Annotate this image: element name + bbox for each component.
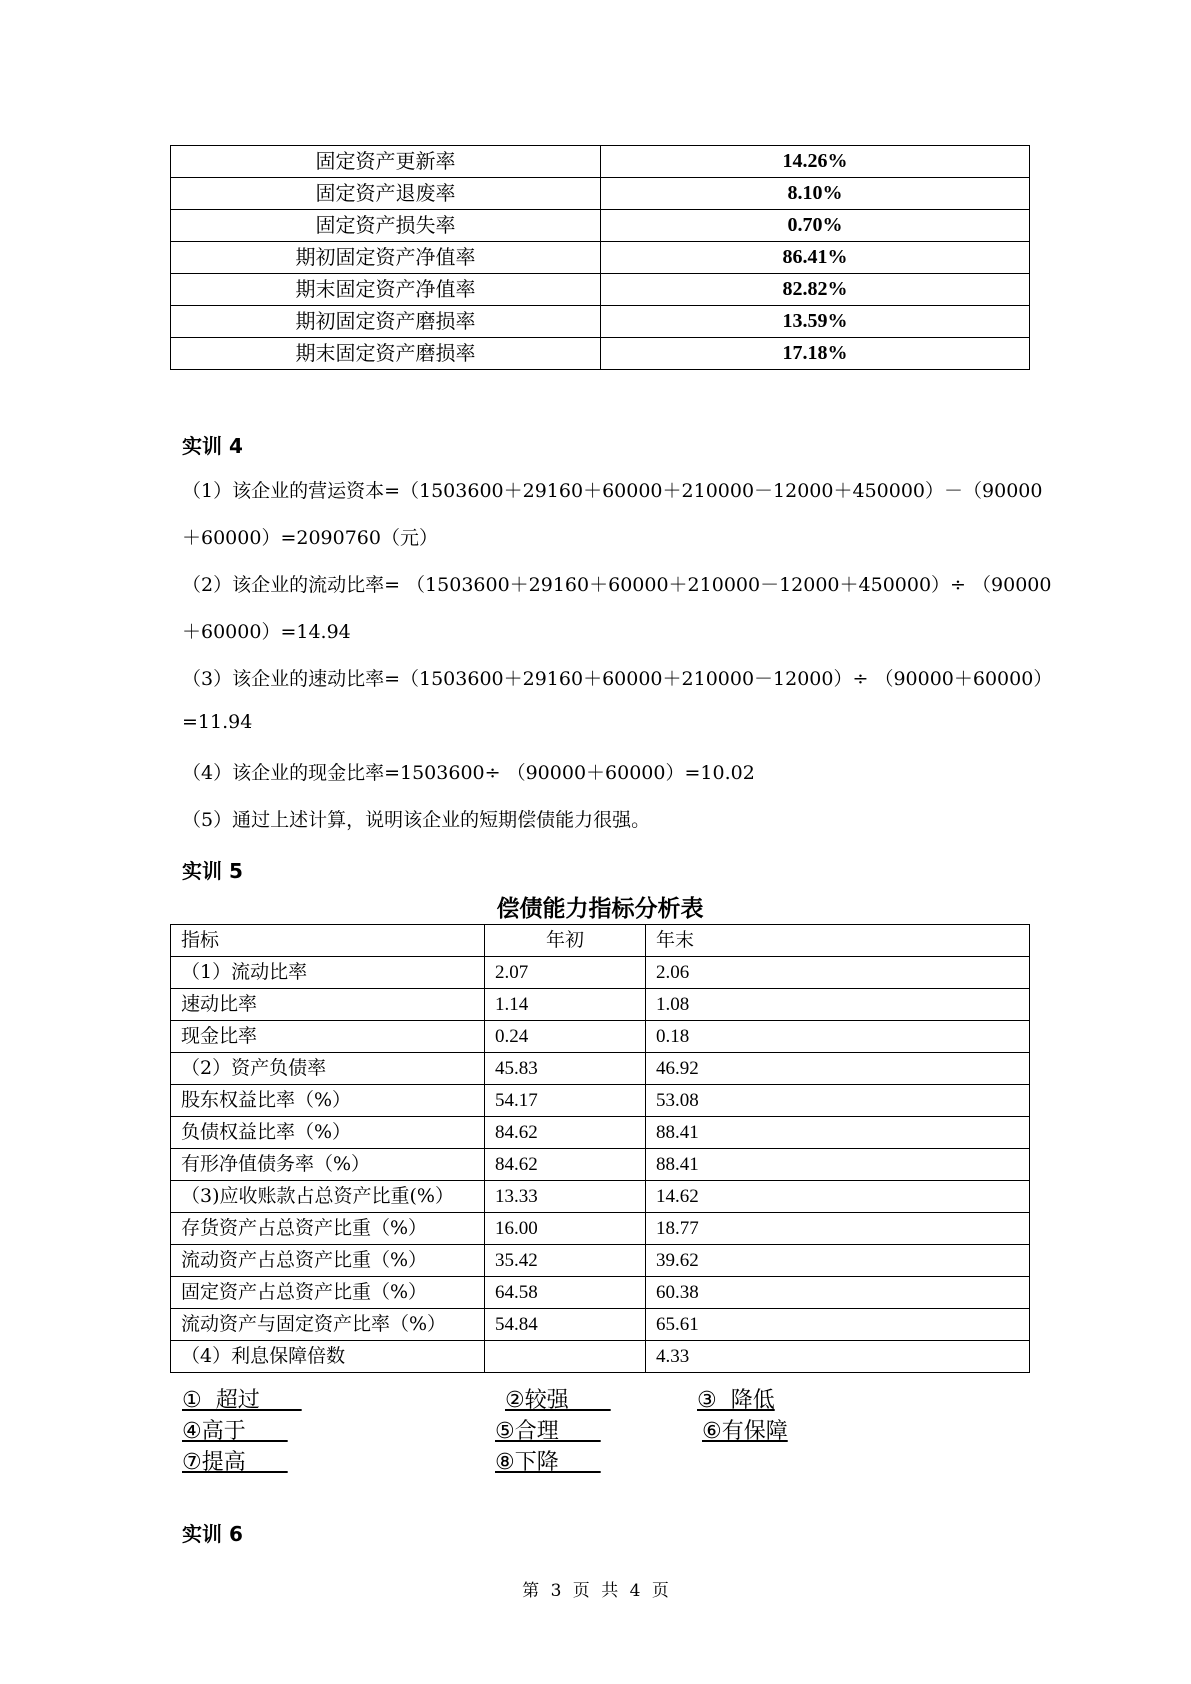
year-end-value: 65.61 [646, 1309, 1030, 1341]
year-start-value: 0.24 [485, 1021, 646, 1053]
indicator-name: 固定资产占总资产比重（%） [171, 1277, 485, 1309]
header-indicator: 指标 [171, 925, 485, 957]
table-row [171, 1181, 1030, 1213]
year-end-value: 88.41 [646, 1149, 1030, 1181]
year-end-value: 46.92 [646, 1053, 1030, 1085]
header-year-end: 年末 [646, 925, 1030, 957]
year-end-value: 53.08 [646, 1085, 1030, 1117]
ratio-label: 期末固定资产磨损率 [171, 338, 601, 370]
ratio-label: 期初固定资产磨损率 [171, 306, 601, 338]
table-row [171, 1085, 1030, 1117]
paragraph-line: ＋60000）=2090760（元） [182, 527, 438, 549]
table-row [171, 957, 1030, 989]
year-end-value: 14.62 [646, 1181, 1030, 1213]
indicator-name: 存货资产占总资产比重（%） [171, 1213, 485, 1245]
paragraph-line: （5）通过上述计算，说明该企业的短期偿债能力很强。 [182, 809, 651, 831]
section-heading-4: 实训 4 [182, 434, 243, 458]
ratio-label: 固定资产损失率 [171, 210, 601, 242]
year-start-value: 54.84 [485, 1309, 646, 1341]
year-start-value: 84.62 [485, 1117, 646, 1149]
table-row [171, 178, 1030, 210]
ratio-value: 82.82% [601, 274, 1030, 306]
indicator-name: （3)应收账款占总资产比重(%） [171, 1181, 485, 1213]
year-start-value: 16.00 [485, 1213, 646, 1245]
table-row [171, 210, 1030, 242]
indicator-name: 股东权益比率（%） [171, 1085, 485, 1117]
table-row [171, 1053, 1030, 1085]
table-row [171, 1341, 1030, 1373]
paragraph-line: （4）该企业的现金比率=1503600÷ （90000＋60000）=10.02 [182, 762, 755, 784]
year-end-value: 1.08 [646, 989, 1030, 1021]
year-start-value: 64.58 [485, 1277, 646, 1309]
indicator-name: 现金比率 [171, 1021, 485, 1053]
answer-option-7: ⑦提高 [182, 1450, 288, 1475]
table-row [171, 1149, 1030, 1181]
paragraph-line: （3）该企业的速动比率=（1503600＋29160＋60000＋210000－12000）÷ （90000＋60000） [182, 668, 1053, 690]
year-start-value: 45.83 [485, 1053, 646, 1085]
indicator-name: 负债权益比率（%） [171, 1117, 485, 1149]
ratio-value: 8.10% [601, 178, 1030, 210]
table-row [171, 1309, 1030, 1341]
table-row [171, 989, 1030, 1021]
paragraph-line: ＋60000）=14.94 [182, 621, 351, 643]
indicator-name: 流动资产与固定资产比率（%） [171, 1309, 485, 1341]
ratio-value: 0.70% [601, 210, 1030, 242]
table-row [171, 1213, 1030, 1245]
ratio-value: 14.26% [601, 146, 1030, 178]
year-end-value: 0.18 [646, 1021, 1030, 1053]
table-row [171, 274, 1030, 306]
indicator-name: （2）资产负债率 [171, 1053, 485, 1085]
answer-option-6: ⑥有保障 [702, 1419, 788, 1444]
ratio-value: 13.59% [601, 306, 1030, 338]
indicator-name: 流动资产占总资产比重（%） [171, 1245, 485, 1277]
table-row [171, 242, 1030, 274]
year-start-value [485, 1341, 646, 1373]
answer-option-8: ⑧下降 [495, 1450, 601, 1475]
ratio-label: 固定资产退废率 [171, 178, 601, 210]
paragraph-line: （2）该企业的流动比率= （1503600＋29160＋60000＋210000－12000＋450000）÷ （90000 [182, 574, 1052, 596]
fixed-asset-ratio-table [170, 145, 1030, 370]
table-title: 偿债能力指标分析表 [496, 896, 704, 922]
year-end-value: 2.06 [646, 957, 1030, 989]
table-row [171, 338, 1030, 370]
answer-option-3: ③ 降低 [697, 1388, 775, 1413]
year-start-value: 84.62 [485, 1149, 646, 1181]
table-row [171, 306, 1030, 338]
answer-option-2: ②较强 [505, 1388, 611, 1413]
table-row [171, 1277, 1030, 1309]
paragraph-line: =11.94 [182, 711, 253, 733]
table-row [171, 1117, 1030, 1149]
ratio-label: 固定资产更新率 [171, 146, 601, 178]
year-end-value: 60.38 [646, 1277, 1030, 1309]
indicator-name: 速动比率 [171, 989, 485, 1021]
answer-option-1: ① 超过 [182, 1388, 302, 1413]
table-header-row [171, 925, 1030, 957]
year-start-value: 13.33 [485, 1181, 646, 1213]
answer-option-4: ④高于 [182, 1419, 288, 1444]
header-year-start: 年初 [485, 925, 646, 957]
year-end-value: 39.62 [646, 1245, 1030, 1277]
year-start-value: 2.07 [485, 957, 646, 989]
year-start-value: 54.17 [485, 1085, 646, 1117]
ratio-value: 17.18% [601, 338, 1030, 370]
year-start-value: 1.14 [485, 989, 646, 1021]
section-heading-5: 实训 5 [182, 859, 243, 883]
ratio-value: 86.41% [601, 242, 1030, 274]
ratio-label: 期末固定资产净值率 [171, 274, 601, 306]
indicator-name: 有形净值债务率（%） [171, 1149, 485, 1181]
year-end-value: 88.41 [646, 1117, 1030, 1149]
paragraph-line: （1）该企业的营运资本=（1503600＋29160＋60000＋210000－12000＋450000）－（90000 [182, 480, 1043, 502]
year-start-value: 35.42 [485, 1245, 646, 1277]
year-end-value: 4.33 [646, 1341, 1030, 1373]
ratio-label: 期初固定资产净值率 [171, 242, 601, 274]
section-heading-6: 实训 6 [182, 1522, 243, 1546]
answer-option-5: ⑤合理 [495, 1419, 601, 1444]
indicator-name: （4）利息保障倍数 [171, 1341, 485, 1373]
table-row [171, 146, 1030, 178]
page-footer: 第 3 页 共 4 页 [522, 1581, 669, 1601]
year-end-value: 18.77 [646, 1213, 1030, 1245]
table-row [171, 1245, 1030, 1277]
solvency-indicator-table [170, 924, 1030, 1373]
indicator-name: （1）流动比率 [171, 957, 485, 989]
table-row [171, 1021, 1030, 1053]
